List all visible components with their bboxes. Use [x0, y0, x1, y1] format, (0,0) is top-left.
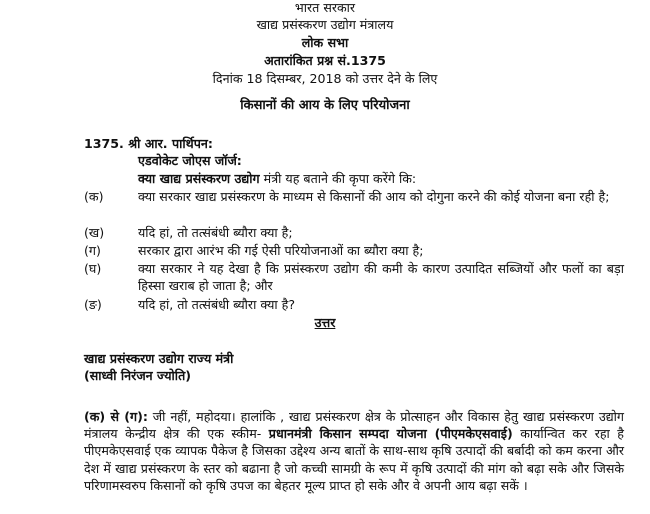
- answer-minister: खाद्य प्रसंस्करण उद्योग राज्य मंत्री: [84, 351, 234, 366]
- question-item-label: (घ): [84, 261, 102, 276]
- answer-label: (क) से (ग):: [84, 409, 148, 424]
- question-item-label: (ग): [84, 243, 101, 258]
- question-item-text: क्या सरकार खाद्य प्रसंस्करण के माध्यम से किसानों की आय को दोगुना करने की कोई योजना बना रही है;: [138, 189, 610, 204]
- header-answer-date: दिनांक 18 दिसम्बर, 2018 को उत्तर देने के लिए: [212, 71, 438, 86]
- question-asker-2: एडवोकेट जोएस जॉर्ज:: [138, 153, 242, 168]
- header-ministry: खाद्य प्रसंस्करण उद्योग मंत्रालय: [256, 17, 394, 32]
- answer-text-part2: कार्यान्वित कर रहा है पीएमकेएसवाई एक व्यापक पैकेज है जिसका उद्देश्य अन्य बातों के साथ-साथ कृषि उत्पादों की बर्बादी को कम करना और देश में खाद्य प्रसंस्करण के स्तर को बढाना है जो कच्ची सामग्री के रूप में कृषि उत्पादों की मांग को बढ़ा सके और जिसके परिणामस्वरुप किसानों को कृषि उपज का बेहतर मूल्य प्राप्त हो सके और वे अपनी आय बढ़ा सकें ।: [84, 426, 624, 493]
- question-item-text: यदि हां, तो तत्संबंधी ब्यौरा क्या है;: [138, 225, 293, 240]
- answer-title: उत्तर: [314, 315, 336, 330]
- question-number-asker: 1375. श्री आर. पार्थिपन:: [84, 136, 213, 151]
- answer-body: [84, 408, 624, 494]
- header-house: लोक सभा: [301, 35, 349, 50]
- answer-scheme-name: प्रधानमंत्री किसान सम्पदा योजना (पीएमकेएसवाई): [268, 426, 513, 442]
- question-item-label: (ख): [84, 225, 105, 240]
- question-intro-rest: मंत्री यह बताने की कृपा करेंगे कि:: [259, 171, 417, 186]
- question-topic: किसानों की आय के लिए परियोजना: [240, 98, 410, 113]
- question-item-label: (क): [84, 189, 104, 204]
- question-intro-ministry: क्या खाद्य प्रसंस्करण उद्योग: [138, 171, 260, 186]
- answer-text-part1: जी नहीं, महोदया। हालांकि , खाद्य प्रसंस्करण क्षेत्र के प्रोत्साहन और विकास हेतु खाद्य प्रसंस्करण उद्योग मंत्रालय केन्द्रीय क्षेत्र की एक स्कीम-: [84, 409, 625, 442]
- header-question-number: अतारांकित प्रश्न सं.1375: [264, 53, 386, 68]
- document-header: [0, 0, 650, 88]
- question-item-text: यदि हां, तो तत्संबंधी ब्यौरा क्या है?: [138, 297, 296, 312]
- question-item-text: सरकार द्वारा आरंभ की गई ऐसी परियोजनाओं का ब्यौरा क्या है;: [138, 243, 424, 258]
- header-government: भारत सरकार: [294, 0, 356, 15]
- answer-minister-name: (साध्वी निरंजन ज्योति): [84, 368, 192, 383]
- question-item-text: क्या सरकार ने यह देखा है कि प्रसंस्करण उद्योग की कमी के कारण उत्पादित सब्जियों और फलों का बड़ा हिस्सा खराब हो जाता है; और: [138, 261, 624, 293]
- question-intro: [138, 170, 416, 187]
- question-item-label: (ङ): [84, 297, 102, 312]
